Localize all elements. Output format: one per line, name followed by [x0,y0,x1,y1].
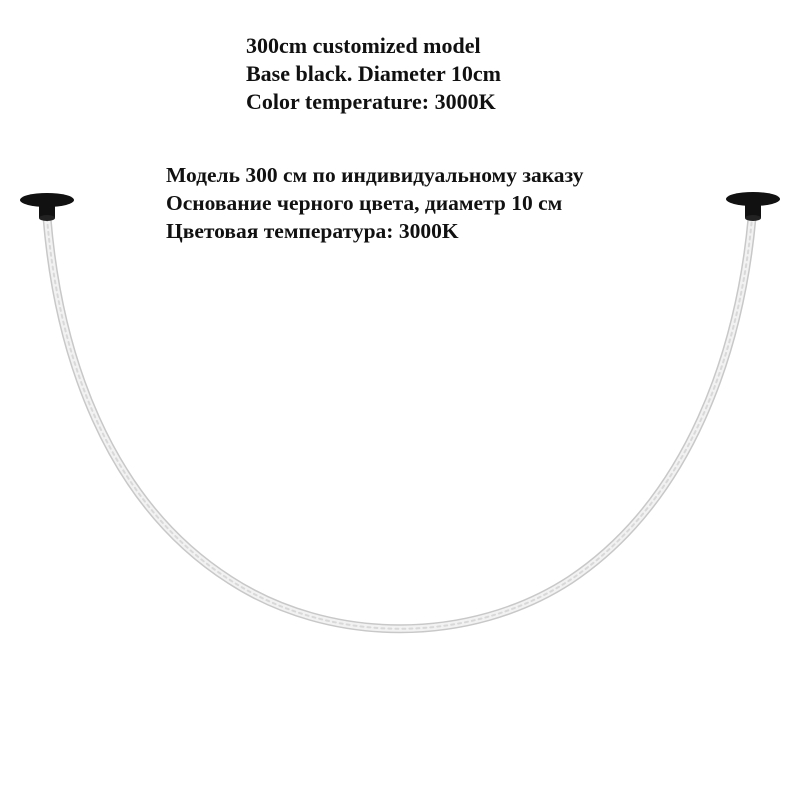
spec-en-base-line: Base black. Diameter 10cm [246,61,501,86]
spec-ru-base-line: Основание черного цвета, диаметр 10 см [166,191,563,215]
light-tube-outline [47,218,752,629]
left-ceiling-base [20,193,74,221]
right-ceiling-base [726,192,780,221]
spec-en-color-temperature-line: Color temperature: 3000K [246,89,496,114]
light-tube [47,218,752,629]
spec-en-model-line: 300cm customized model [246,33,481,58]
spec-ru-model-line: Модель 300 см по индивидуальному заказу [166,163,584,187]
light-tube-texture [47,218,752,629]
spec-ru-color-temperature-line: Цветовая температура: 3000K [166,219,459,243]
